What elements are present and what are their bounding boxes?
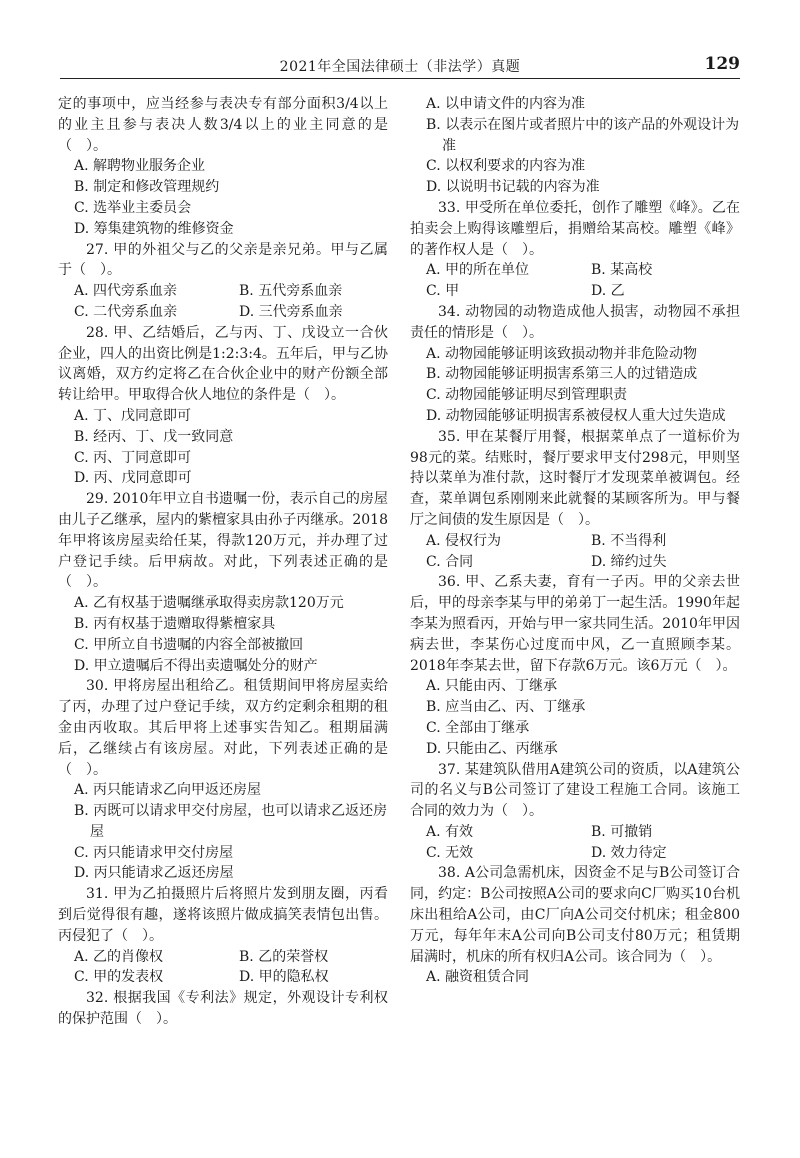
question-31-option-d: D. 甲的隐私权 — [239, 969, 329, 986]
question-36-option-c: C. 全部由丁继承 — [426, 719, 530, 736]
question-34-stem: 34. 动物园的动物造成他人损害，动物园不承担责任的情形是（ ）。 — [410, 303, 740, 341]
question-29-stem: 29. 2010年甲立自书遗嘱一份，表示自己的房屋由儿子乙继承，屋内的紫檀家具由孙子丙继承。2018年甲将该房屋卖给任某，得款120万元，并办理了过户登记手续。后甲病故。对此，下列表述正确的是（ ）。 — [58, 491, 388, 591]
question-28-option-a: A. 丁、戊同意即可 — [74, 407, 192, 424]
question-35-option-c: C. 合同 — [426, 553, 474, 570]
question-38-stem: 38. A公司急需机床，因资金不足与B公司签订合同，约定：B公司按照A公司的要求向C厂购买10台机床出租给A公司，由C厂向A公司交付机床；租金800万元，每年年末A公司向B公司支付80万元；租赁期届满时，机床的所有权归A公司。该合同为（ ）。 — [410, 865, 740, 965]
question-38-option-a: A. 融资租赁合同 — [426, 969, 530, 986]
header-rule — [60, 78, 740, 79]
question-27-option-a: A. 四代旁系血亲 — [74, 283, 178, 300]
question-33-options-row-2 — [410, 281, 740, 302]
question-33-options-row-1 — [410, 260, 740, 281]
question-33-option-d: D. 乙 — [591, 283, 625, 300]
question-37-option-c: C. 无效 — [426, 844, 474, 861]
question-29-option-a: A. 乙有权基于遗嘱继承取得卖房款120万元 — [74, 595, 344, 612]
question-27-option-b: B. 五代旁系血亲 — [239, 283, 343, 300]
question-30-option-b: B. 丙既可以请求甲交付房屋，也可以请求乙返还房屋 — [74, 803, 388, 840]
question-37-options-row-1 — [410, 822, 740, 843]
question-26-option-d: D. 筹集建筑物的维修资金 — [74, 220, 234, 237]
question-26-option-c: C. 选举业主委员会 — [74, 199, 192, 216]
question-30-option-a: A. 丙只能请求乙向甲返还房屋 — [74, 782, 262, 799]
question-29-option-d: D. 甲立遗嘱后不得出卖遗嘱处分的财产 — [74, 657, 318, 674]
page-header-title: 2021年全国法律硕士（非法学）真题 — [279, 59, 521, 75]
question-31-stem: 31. 甲为乙拍摄照片后将照片发到朋友圈，丙看到后觉得很有趣，遂将该照片做成搞笑表情包出售。丙侵犯了（ ）。 — [58, 886, 388, 944]
question-33-stem: 33. 甲受所在单位委托，创作了雕塑《峰》。乙在拍卖会上购得该雕塑后，捐赠给某高校。雕塑《峰》的著作权人是（ ）。 — [410, 199, 740, 258]
question-28-stem: 28. 甲、乙结婚后，乙与丙、丁、戊设立一合伙企业，四人的出资比例是1:2:3:4。五年后，甲与乙协议离婚，双方约定将乙在合伙企业中的财产份额全部转让给甲。甲取得合伙人地位的条件是（ ）。 — [58, 324, 388, 404]
question-29-option-b: B. 丙有权基于遗赠取得紫檀家具 — [74, 615, 276, 632]
question-26-option-a: A. 解聘物业服务企业 — [74, 158, 206, 175]
question-31-options-row-1 — [58, 947, 388, 968]
question-34-option-d: D. 动物园能够证明损害系被侵权人重大过失造成 — [426, 407, 726, 424]
question-37-option-d: D. 效力待定 — [591, 844, 667, 861]
question-32-option-d: D. 以说明书记载的内容为准 — [426, 179, 600, 196]
question-34-option-a: A. 动物园能够证明该致损动物并非危险动物 — [426, 345, 698, 362]
question-30-stem: 30. 甲将房屋出租给乙。租赁期间甲将房屋卖给了丙，办理了过户登记手续，双方约定剩余租期的租金由丙收取。其后甲将上述事实告知乙。租期届满后，乙继续占有该房屋。对此，下列表述正确的是（ ）。 — [58, 678, 388, 778]
question-36-option-d: D. 只能由乙、丙继承 — [426, 740, 558, 757]
question-28-option-b: B. 经丙、丁、戊一致同意 — [74, 428, 234, 445]
question-31-option-a: A. 乙的肖像权 — [74, 948, 164, 965]
question-29-option-c: C. 甲所立自书遗嘱的内容全部被撤回 — [74, 636, 304, 653]
question-37-stem: 37. 某建筑队借用A建筑公司的资质，以A建筑公司的名义与B公司签订了建设工程施工合同。该施工合同的效力为（ ）。 — [410, 761, 740, 820]
question-33-option-c: C. 甲 — [426, 283, 460, 300]
question-34-option-b: B. 动物园能够证明损害系第三人的过错造成 — [426, 366, 698, 383]
question-36-option-a: A. 只能由丙、丁继承 — [426, 678, 558, 695]
question-32-option-b: B. 以表示在图片或者照片中的该产品的外观设计为准 — [426, 116, 740, 154]
question-35-stem: 35. 甲在某餐厅用餐，根据菜单点了一道标价为98元的菜。结账时，餐厅要求甲支付298元，甲则坚持以菜单为准付款，这时餐厅才发现菜单被调包。经查，菜单调包系刚刚来此就餐的某顾客所为。甲与餐厅之间债的发生原因是（ ）。 — [410, 428, 740, 528]
question-33-option-b: B. 某高校 — [591, 262, 653, 279]
question-33-option-a: A. 甲的所在单位 — [426, 262, 530, 279]
question-27-options-row-1 — [58, 281, 388, 302]
question-37-options-row-2 — [410, 843, 740, 864]
question-32-stem: 32. 根据我国《专利法》规定，外观设计专利权的保护范围（ ）。 — [58, 990, 388, 1028]
question-35-options-row-1 — [410, 531, 740, 552]
question-28-option-d: D. 丙、戊同意即可 — [74, 470, 192, 487]
question-26-stem-tail: 定的事项中，应当经参与表决专有部分面积3/4以上的业主且参与表决人数3/4以上的业主同意的是（ ）。 — [58, 96, 388, 154]
question-35-option-d: D. 缔约过失 — [591, 553, 667, 570]
question-30-option-d: D. 丙只能请求乙返还房屋 — [74, 865, 234, 882]
question-27-option-c: C. 二代旁系血亲 — [74, 303, 178, 320]
question-31-option-b: B. 乙的荣誉权 — [239, 948, 329, 965]
question-35-option-b: B. 不当得利 — [591, 532, 667, 549]
question-37-option-a: A. 有效 — [426, 823, 474, 840]
question-36-option-b: B. 应当由乙、丙、丁继承 — [426, 699, 586, 716]
question-28-option-c: C. 丙、丁同意即可 — [74, 449, 192, 466]
question-32-option-c: C. 以权利要求的内容为准 — [426, 158, 586, 175]
question-27-options-row-2 — [58, 302, 388, 323]
page-header — [60, 50, 740, 80]
question-27-stem: 27. 甲的外祖父与乙的父亲是亲兄弟。甲与乙属于（ ）。 — [58, 241, 388, 279]
question-35-option-a: A. 侵权行为 — [426, 532, 502, 549]
question-34-option-c: C. 动物园能够证明尽到管理职责 — [426, 387, 628, 404]
question-27-option-d: D. 三代旁系血亲 — [239, 303, 343, 320]
page-number: 129 — [704, 54, 740, 74]
question-36-stem: 36. 甲、乙系夫妻，育有一子丙。甲的父亲去世后，甲的母亲李某与甲的弟弟丁一起生活。1990年起李某为照看丙，开始与甲一家共同生活。2010年甲因病去世，李某伤心过度而中风，乙一直照顾李某。2018年李某去世，留下存款6万元。该6万元（ ）。 — [410, 574, 740, 674]
question-35-options-row-2 — [410, 552, 740, 573]
right-column — [410, 94, 740, 988]
question-31-options-row-2 — [58, 967, 388, 988]
question-26-option-b: B. 制定和修改管理规约 — [74, 179, 220, 196]
question-37-option-b: B. 可撤销 — [591, 823, 653, 840]
question-32-option-a: A. 以申请文件的内容为准 — [426, 96, 586, 112]
question-30-option-c: C. 丙只能请求甲交付房屋 — [74, 844, 234, 861]
question-31-option-c: C. 甲的发表权 — [74, 969, 164, 986]
left-column — [58, 94, 388, 1030]
